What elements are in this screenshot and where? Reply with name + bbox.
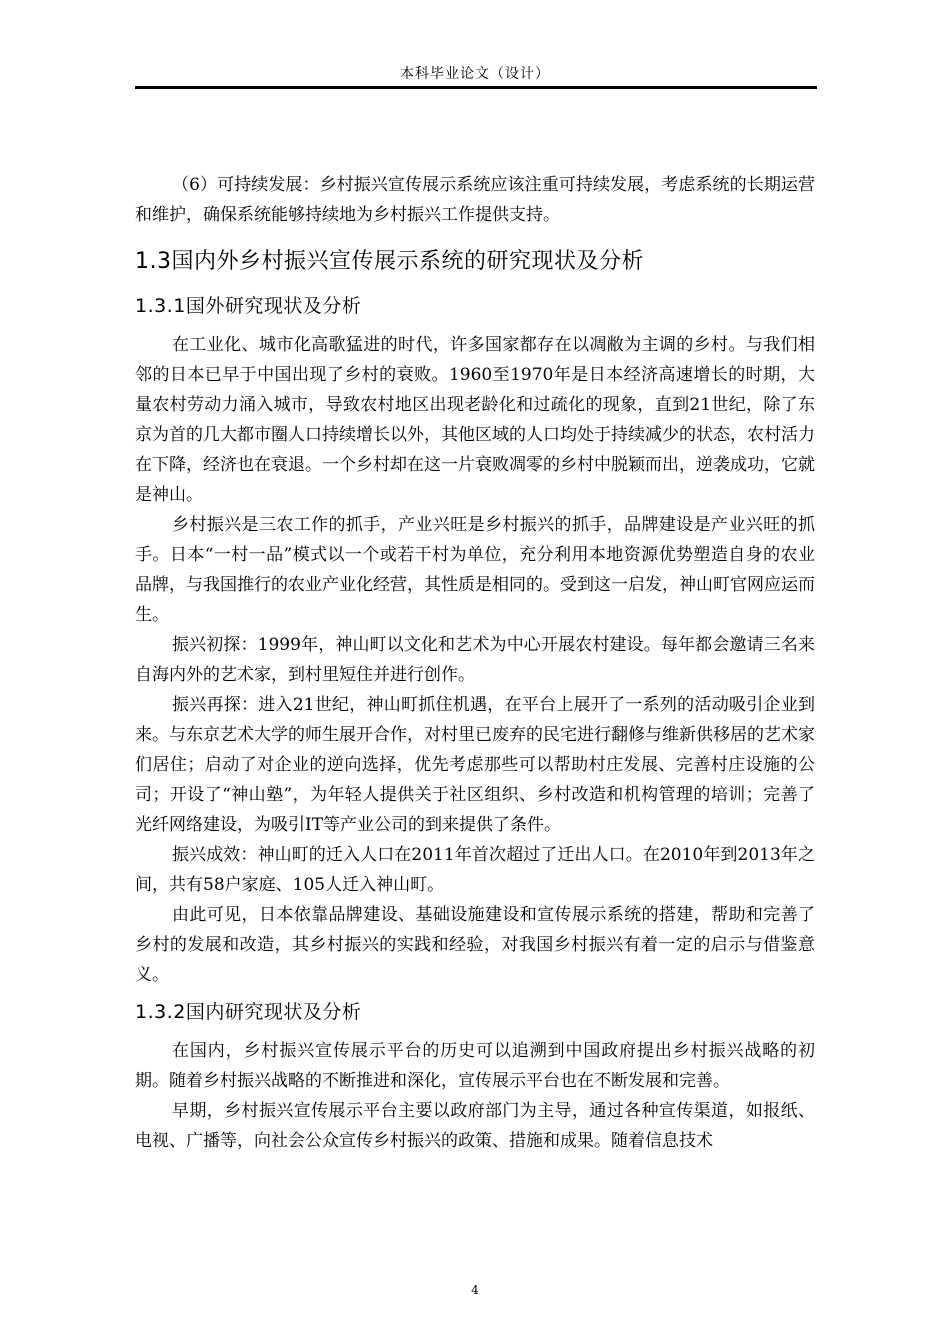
- subsection-heading-1-3-1: 1.3.1国外研究现状及分析: [135, 295, 362, 317]
- subsection-heading-1-3-2: 1.3.2国内研究现状及分析: [135, 1001, 362, 1023]
- paragraph-foreign-1: 在工业化、城市化高歌猛进的时代，许多国家都存在以凋敝为主调的乡村。与我们相邻的日本已早于中国出现了乡村的衰败。1960至1970年是日本经济高速增长的时期，大量农村劳动力涌入城市，导致农村地区出现老龄化和过疏化的现象，直到21世纪，除了东京为首的几大都市圈人口持续增长以外，其他区域的人口均处于持续减少的状态，农村活力在下降，经济也在衰退。一个乡村却在这一片衰败凋零的乡村中脱颖而出，逆袭成功，它就是神山。: [135, 335, 815, 505]
- paragraph-foreign-3: 振兴初探：1999年，神山町以文化和艺术为中心开展农村建设。每年都会邀请三名来自海内外的艺术家，到村里短住并进行创作。: [135, 635, 815, 685]
- paragraph-domestic-2: 早期，乡村振兴宣传展示平台主要以政府部门为主导，通过各种宣传渠道，如报纸、电视、广播等，向社会公众宣传乡村振兴的政策、措施和成果。随着信息技术: [135, 1101, 815, 1151]
- paragraph-foreign-5: 振兴成效：神山町的迁入人口在2011年首次超过了迁出人口。在2010年到2013年之间，共有58户家庭、105人迁入神山町。: [135, 845, 815, 895]
- paragraph-domestic-1: 在国内，乡村振兴宣传展示平台的历史可以追溯到中国政府提出乡村振兴战略的初期。随着乡村振兴战略的不断推进和深化，宣传展示平台也在不断发展和完善。: [135, 1041, 815, 1091]
- paragraph-foreign-4: 振兴再探：进入21世纪，神山町抓住机遇，在平台上展开了一系列的活动吸引企业到来。与东京艺术大学的师生展开合作，对村里已废弃的民宅进行翻修与维新供移居的艺术家们居住；启动了对企业的逆向选择，优先考虑那些可以帮助村庄发展、完善村庄设施的公司；开设了“神山塾”，为年轻人提供关于社区组织、乡村改造和机构管理的培训；完善了光纤网络建设，为吸引IT等产业公司的到来提供了条件。: [135, 695, 815, 835]
- paragraph-sustainable-development: （6）可持续发展：乡村振兴宣传展示系统应该注重可持续发展，考虑系统的长期运营和维护，确保系统能够持续地为乡村振兴工作提供支持。: [135, 175, 815, 225]
- paragraph-foreign-2: 乡村振兴是三农工作的抓手，产业兴旺是乡村振兴的抓手，品牌建设是产业兴旺的抓手。日本“一村一品”模式以一个或若干村为单位，充分利用本地资源优势塑造自身的农业品牌，与我国推行的农业产业化经营，其性质是相同的。受到这一启发，神山町官网应运而生。: [135, 515, 815, 625]
- header-rule: [135, 86, 817, 89]
- page-body: [135, 170, 815, 1156]
- running-header: 本科毕业论文（设计）: [400, 66, 550, 82]
- page-number: 4: [471, 1283, 479, 1297]
- section-heading-1-3: 1.3国内外乡村振兴宣传展示系统的研究现状及分析: [135, 249, 644, 274]
- paragraph-foreign-6: 由此可见，日本依靠品牌建设、基础设施建设和宣传展示系统的搭建，帮助和完善了乡村的发展和改造，其乡村振兴的实践和经验，对我国乡村振兴有着一定的启示与借鉴意义。: [135, 905, 815, 985]
